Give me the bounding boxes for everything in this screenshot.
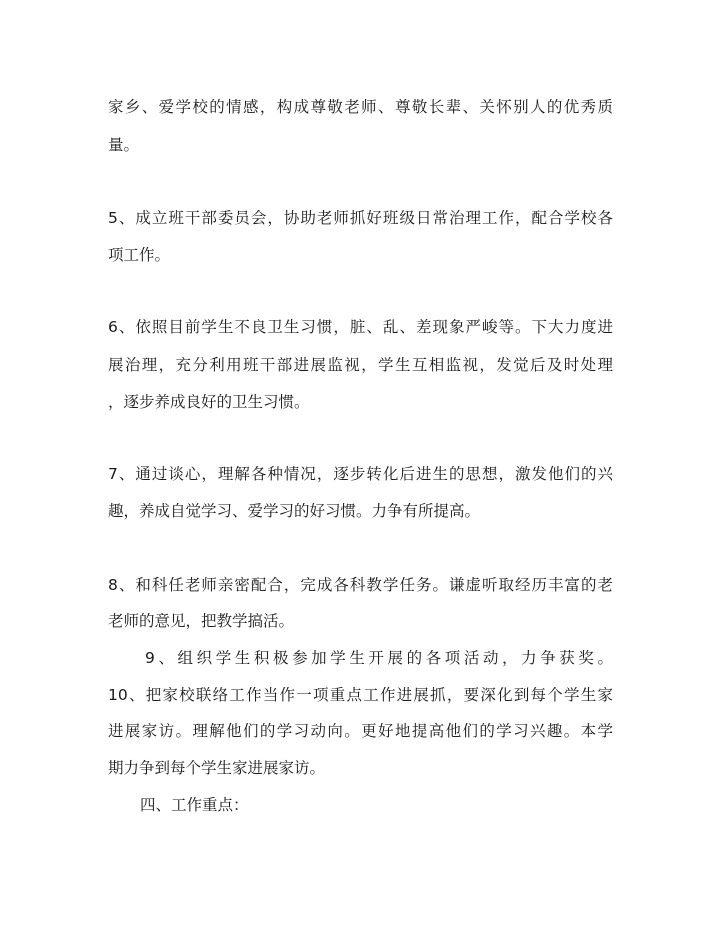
text-line: 趣，养成自觉学习、爱学习的好习惯。力争有所提高。 bbox=[108, 502, 481, 520]
text-line: 10、把家校联络工作当作一项重点工作进展抓，要深化到每个学生家 bbox=[108, 686, 613, 704]
text-line: 7、通过谈心，理解各种情况，逐步转化后进生的思想，激发他们的兴 bbox=[108, 465, 613, 483]
text-line: 家乡、爱学校的情感，构成尊敬老师、尊敬长辈、关怀别人的优秀质 bbox=[108, 98, 613, 116]
text-line: 9、组织学生积极参加学生开展的各项活动，力争获奖。 bbox=[145, 649, 613, 667]
text-line: 量。 bbox=[108, 136, 140, 154]
text-line: 老师的意见，把教学搞活。 bbox=[108, 612, 295, 630]
text-line: 展治理，充分利用班干部进展监视，学生互相监视，发觉后及时处理 bbox=[108, 356, 613, 374]
text-line: 5、成立班干部委员会，协助老师抓好班级日常治理工作，配合学校各 bbox=[108, 209, 613, 227]
text-line: 8、和科任老师亲密配合，完成各科教学任务。谦虚听取经历丰富的老 bbox=[108, 576, 613, 594]
text-line: ，逐步养成良好的卫生习惯。 bbox=[108, 393, 310, 411]
section-heading: 四、工作重点： bbox=[140, 796, 249, 814]
text-line: 6、依照目前学生不良卫生习惯，脏、乱、差现象严峻等。下大力度进 bbox=[108, 318, 613, 336]
text-line: 期力争到每个学生家进展家访。 bbox=[108, 759, 326, 777]
text-line: 项工作。 bbox=[108, 246, 171, 264]
text-line: 进展家访。理解他们的学习动向。更好地提高他们的学习兴趣。本学 bbox=[108, 722, 613, 740]
